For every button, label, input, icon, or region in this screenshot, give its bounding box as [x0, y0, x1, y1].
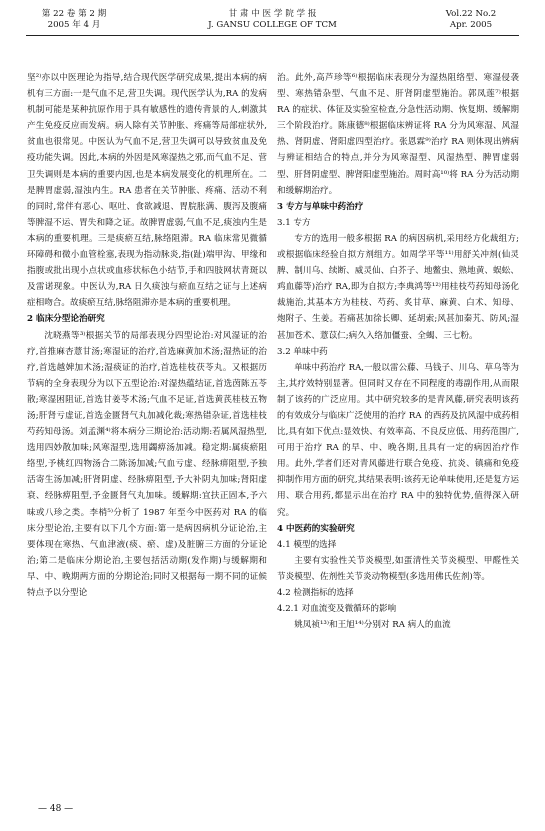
- body-paragraph: 姚凤祯¹³⁾和王旭¹⁴⁾分别对 RA 病人的血流: [294, 620, 451, 631]
- body-paragraph: 沈晓燕等³⁾根据关节的局部表现分四型论治:对风湿证的治疗,首推麻杏薏甘汤;寒湿证的治疗,首选麻黄加术汤;湿热证的治疗,首选越婢加术汤;湿痰证的治疗,首选桂枝茯苓丸。又根据历节病的全身表现分为以下五型论治:对湿热蕴结证,首选茵陈五苓散;寒湿困阻证,首选甘姜苓术汤;气血不足证,首选黄芪桂枝五物汤;肝肾亏虚证,首选金匮肾气丸加减化裁;寒热错杂证,首选桂枝芍药知母汤。刘孟渊⁴⁾将本病分三期论治:活动期:若属风湿热型,选用四妙散加味;风寒湿型,选用蠲痹汤加减。稳定期:属痰瘀阻络型,予桃红四物汤合二陈汤加减;气血亏虚、经脉痹阻型,予独活寄生汤加减;肝肾阴虚、经脉痹阻型,予大补阴丸加味;肾阳虚衰、经脉痹阻型,予金匮肾气丸加味。缓解期:宜扶正固本,予六味或八珍之类。李梢⁵⁾分析了 1987 年至今中医药对 RA 的临床分型论治,主要有以下几个方面:第一是病因病机分证论治,主要体现在寒热、气血津液(痰、瘀、虚)及脏腑三方面的分证论治;第二是临床分期论治,主要包括活动期(发作期)与缓解期和早、中、晚期两方面的分期论治;同时又根据每一期不同的证候特点予以分型论: [27, 330, 267, 598]
- section-heading: 3 专方与单味中药治疗: [277, 201, 364, 212]
- header-journal-name: 甘 肃 中 医 学 院 学 报 J. GANSU COLLEGE OF TCM: [208, 9, 337, 30]
- subsection-heading: 4.2.1 对血流变及微循环的影响: [277, 604, 397, 615]
- header-volume-issue: 第 22 卷 第 2 期 2005 年 4 月: [41, 9, 107, 30]
- body-paragraph: 主要有实验性关节炎模型,如蛋清性关节炎模型、甲醛性关节炎模型、佐剂性关节炎动物模型(多选用佛氏佐剂)等。: [277, 555, 519, 582]
- right-text-column: [277, 70, 519, 633]
- body-paragraph: 治。此外,高芦珍等⁶⁾根据临床表现分为湿热阻络型、寒湿侵袭型、寒热错杂型、气血不足、肝肾阴虚型施治。郭凤莲⁷⁾根据 RA 的症状、体征及实验室检查,分急性活动期、恢复期、缓解期三个阶段治疗。陈康德⁸⁾根据临床辨证将 RA 分为风寒湿、风湿热、肾阴虚、肾阳虚四型治疗。张恩霖⁹⁾治疗 RA 则体现出辨病与辨证相结合的特点,并分为风寒湿型、风湿热型、脾胃虚弱型、肝肾阴虚型、脾肾阳虚型施治。周时高¹⁰⁾将 RA 分为活动期和缓解期治疗。: [277, 73, 519, 196]
- header-rule: [26, 35, 519, 36]
- left-text-column: [27, 70, 267, 601]
- subsection-heading: 4.1 模型的选择: [277, 539, 337, 550]
- body-paragraph: 单味中药治疗 RA,一般以雷公藤、马钱子、川乌、草乌等为主,其疗效特别显著。但同时又存在不同程度的毒副作用,从而限制了该药的广泛应用。其中研究较多的是青风藤,研究表明该药的有效成分与临床广泛使用的治疗 RA 的西药及抗风湿中成药相比,具有如下优点:显效快、有效率高、不良反应低、用药范围广,可用于治疗 RA 的早、中、晚各期,且具有一定的病因治疗作用。此外,学者们还对青风藤进行联合免疫、抗炎、镇痛和免疫抑制作用方面的研究,其结果表明:该药无论单味使用,还是复方运用、联合用药,都显示出在治疗 RA 中的独特优势,值得深入研究。: [277, 362, 519, 518]
- body-paragraph: 坚²⁾亦以中医理论为指导,结合现代医学研究成果,提出本病的病机有三方面:一是气血不足,营卫失调。现代医学认为,RA 的发病机制可能是某种抗原作用于具有敏感性的遗传背景的人,刺激其产生免疫反应而发病。病人除有关节肿胀、疼痛等局部症状外,贫血也很常见。中医认为气血不足,营卫失调可以导致贫血及免疫功能失调。因此,本病的外因是风寒湿热之邪,而气血不足、营卫失调则是本病的重要内因,也是本病发展变化的机理所在。二是脾胃虚弱,湿浊内生。RA 患者在关节肿胀、疼痛、活动不利的同时,常伴有恶心、呕吐、食欲减退、胃脘胀满、腹泻及腹痛等脾湿不运、胃失和降之证。故脾胃虚弱,气血不足,痰浊内生是本病的重要机理。三是痰瘀互结,脉络阻滞。RA 临床常见微循环障碍和微小血管栓塞,表现为指动脉炎,指(趾)端甲沟、甲缘和指腹或批出现小点状或血疹状标色小结节,手和四肢网状青斑以及雷诺现象。中医认为,RA 日久痰浊与瘀血互结之证与上述病症相吻合。故痰瘀互结,脉络阻滞亦是本病的重要机理。: [27, 73, 267, 309]
- body-paragraph: 专方的选用一般多根据 RA 的病因病机,采用经方化裁组方;或根据临床经验自拟方剂组方。如周学平等¹¹⁾用舒关冲剂(仙灵脾、制川乌、续断、威灵仙、白芥子、地鳖虫、熟地黄、蜈蚣、鸡血藤等)治疗 RA,即为自拟方;李典鸿等¹²⁾用桂枝芍药知母汤化裁施治,其基本方为桂枝、芍药、炙甘草、麻黄、白术、知母、炮附子、生姜。若痛甚加徐长卿、延胡索;风甚加秦艽、防风;湿甚加苍术、薏苡仁;病久入络加僵蚕、全蝎、三七粉。: [277, 233, 519, 341]
- section-heading: 2 临床分型论治研究: [27, 314, 105, 325]
- subsection-heading: 3.2 单味中药: [277, 346, 328, 357]
- subsection-heading: 4.2 检测指标的选择: [277, 588, 354, 598]
- subsection-heading: 3.1 专方: [277, 217, 311, 228]
- section-heading: 4 中医药的实验研究: [277, 523, 355, 534]
- header-volume-english: Vol.22 No.2 Apr. 2005: [445, 9, 497, 30]
- page-number: — 48 —: [38, 804, 74, 814]
